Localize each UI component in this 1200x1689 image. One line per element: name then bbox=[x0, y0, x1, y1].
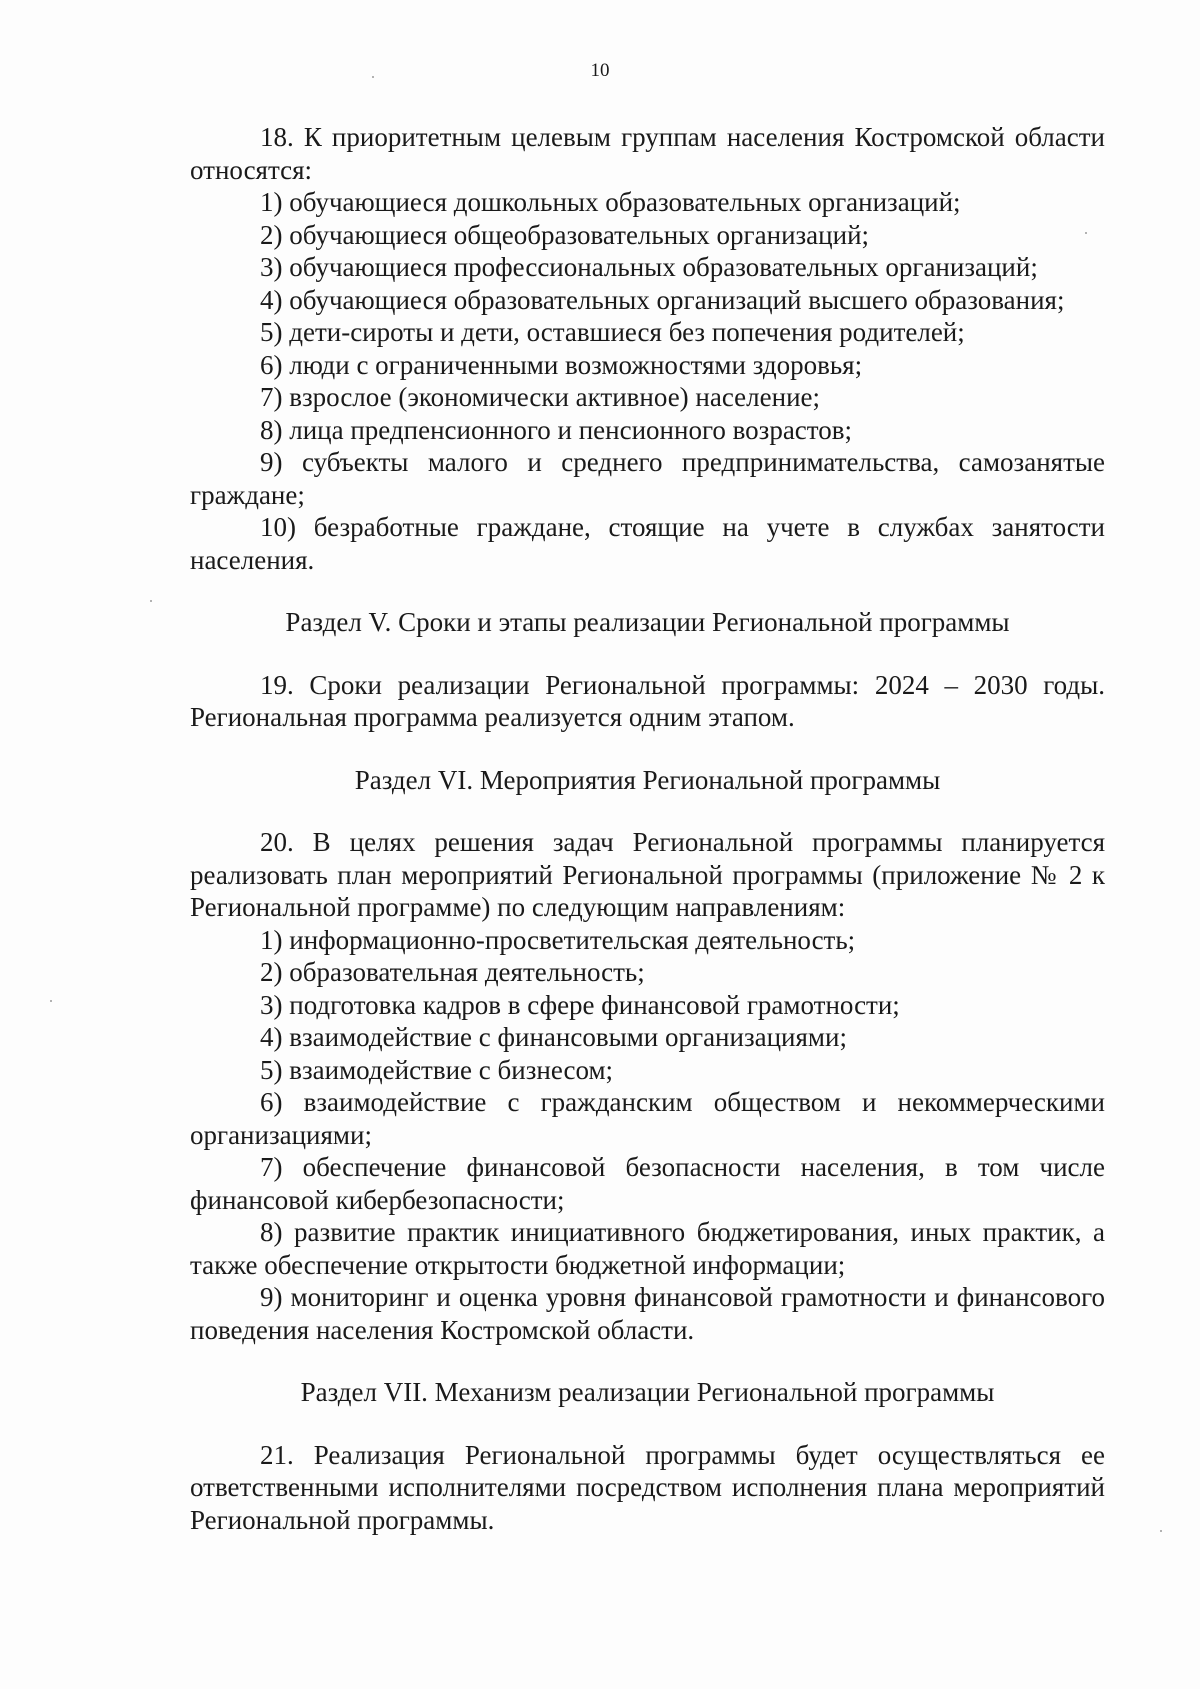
document-body bbox=[190, 121, 1105, 1536]
list-item: 7) взрослое (экономически активное) население; bbox=[260, 382, 820, 412]
list-item: 1) информационно-просветительская деятельность; bbox=[260, 924, 856, 955]
section-v-heading: Раздел V. Сроки и этапы реализации Региональной программы bbox=[285, 607, 1010, 637]
list-item: 8) лица предпенсионного и пенсионного возрастов; bbox=[260, 414, 852, 445]
target-groups-list bbox=[190, 186, 1105, 576]
list-item: 9) мониторинг и оценка уровня финансовой грамотности и финансового поведения населения Костромской области. bbox=[190, 1282, 1105, 1345]
list-item: 2) обучающиеся общеобразовательных организаций; bbox=[260, 219, 870, 250]
scan-speck bbox=[150, 600, 152, 602]
list-item: 7) обеспечение финансовой безопасности населения, в том числе финансовой кибербезопасности; bbox=[190, 1152, 1105, 1215]
list-item: 6) люди с ограниченными возможностями здоровья; bbox=[260, 349, 863, 380]
list-item: 8) развитие практик инициативного бюджетирования, иных практик, а также обеспечение открытости бюджетной информации; bbox=[190, 1217, 1105, 1280]
list-item: 6) взаимодействие с гражданским обществом и некоммерческими организациями; bbox=[190, 1087, 1105, 1150]
list-item: 1) обучающиеся дошкольных образовательных организаций; bbox=[260, 187, 961, 217]
paragraph-20: 20. В целях решения задач Региональной программы планируется реализовать план мероприятий Региональной программы (приложение № 2 к Региональной программе) по следующим направлениям: bbox=[190, 827, 1105, 922]
directions-list bbox=[190, 924, 1105, 1347]
list-item: 4) взаимодействие с финансовыми организациями; bbox=[260, 1022, 847, 1052]
section-vii-heading: Раздел VII. Механизм реализации Региональной программы bbox=[300, 1377, 995, 1407]
paragraph-21: 21. Реализация Региональной программы будет осуществляться ее ответственными исполнителями посредством исполнения плана мероприятий Региональной программы. bbox=[190, 1439, 1105, 1535]
paragraph-19: 19. Сроки реализации Региональной программы: 2024 – 2030 годы. Региональная программа реализуется одним этапом. bbox=[190, 669, 1105, 732]
list-item: 3) обучающиеся профессиональных образовательных организаций; bbox=[260, 252, 1038, 282]
list-item: 3) подготовка кадров в сфере финансовой грамотности; bbox=[260, 989, 900, 1020]
list-item: 10) безработные граждане, стоящие на учете в службах занятости населения. bbox=[190, 512, 1105, 575]
list-item: 4) обучающиеся образовательных организаций высшего образования; bbox=[260, 284, 1065, 315]
list-item: 5) дети-сироты и дети, оставшиеся без попечения родителей; bbox=[260, 317, 965, 347]
scan-speck bbox=[1160, 1530, 1162, 1532]
list-item: 9) субъекты малого и среднего предпринимательства, самозанятые граждане; bbox=[190, 447, 1105, 510]
page-number: 10 bbox=[590, 60, 610, 81]
list-item: 5) взаимодействие с бизнесом; bbox=[260, 1054, 614, 1085]
section-vi-heading: Раздел VI. Мероприятия Региональной программы bbox=[354, 764, 941, 795]
scan-speck bbox=[50, 1000, 52, 1002]
paragraph-18: 18. К приоритетным целевым группам населения Костромской области относятся: bbox=[190, 122, 1105, 185]
list-item: 2) образовательная деятельность; bbox=[260, 957, 645, 987]
